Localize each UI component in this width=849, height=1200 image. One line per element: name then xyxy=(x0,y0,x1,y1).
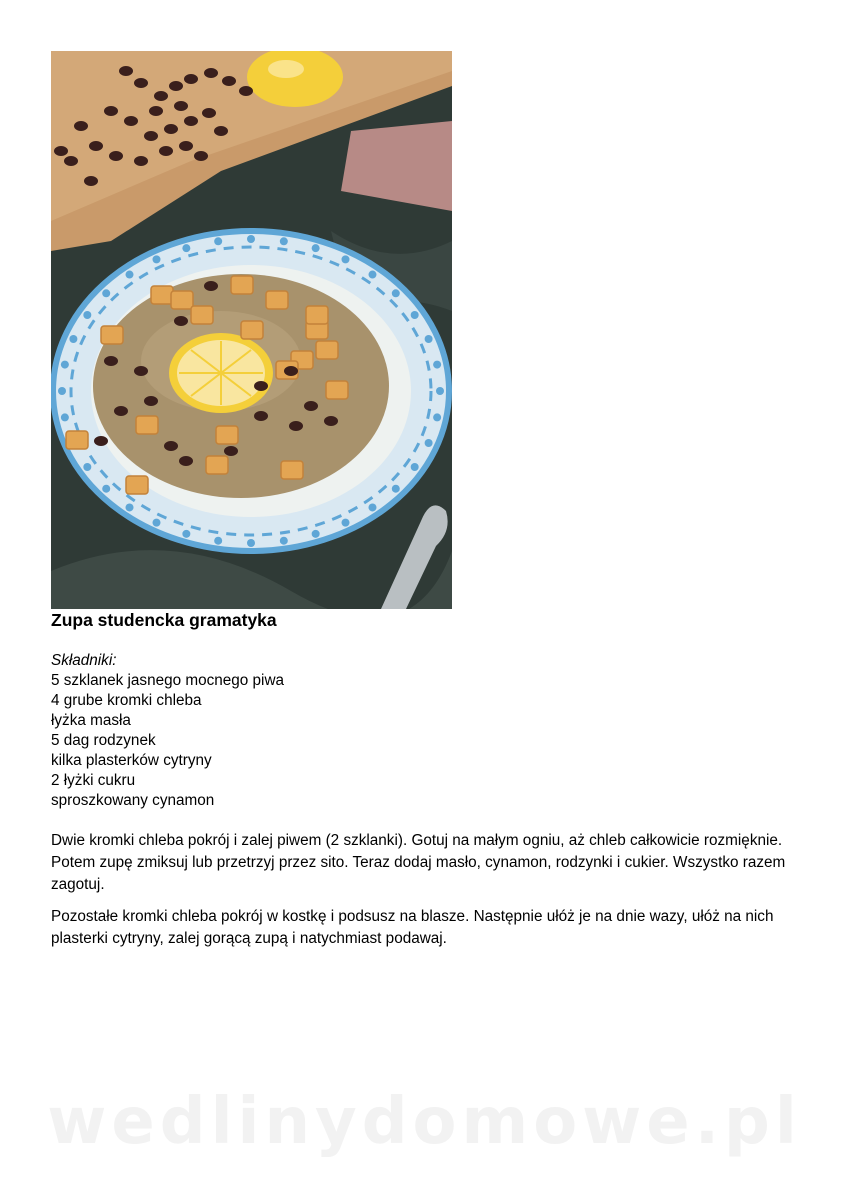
ingredient-item: kilka plasterków cytryny xyxy=(51,752,212,769)
ingredients-list xyxy=(51,671,284,811)
raisin xyxy=(64,156,78,166)
ingredient-item: 2 łyżki cukru xyxy=(51,772,136,789)
plate-pattern-dot xyxy=(58,387,66,395)
raisin xyxy=(84,176,98,186)
plate-pattern-dot xyxy=(83,463,91,471)
ingredient-item: 5 szklanek jasnego mocnego piwa xyxy=(51,672,284,689)
crouton xyxy=(231,276,253,294)
raisin xyxy=(109,151,123,161)
plate-pattern-dot xyxy=(280,537,288,545)
raisin xyxy=(254,411,268,421)
plate-pattern-dot xyxy=(368,503,376,511)
raisin xyxy=(164,124,178,134)
plate-pattern-dot xyxy=(102,485,110,493)
crouton xyxy=(136,416,158,434)
plate-pattern-dot xyxy=(342,519,350,527)
ingredient-item: 5 dag rodzynek xyxy=(51,732,156,749)
plate-pattern-dot xyxy=(312,244,320,252)
raisin xyxy=(154,91,168,101)
plate-pattern-dot xyxy=(392,485,400,493)
ingredients-label: Składniki: xyxy=(51,652,117,669)
crouton xyxy=(266,291,288,309)
plate-pattern-dot xyxy=(182,530,190,538)
plate-pattern-dot xyxy=(247,235,255,243)
raisin xyxy=(149,106,163,116)
plate-pattern-dot xyxy=(69,335,77,343)
raisin xyxy=(194,151,208,161)
plate-pattern-dot xyxy=(280,237,288,245)
raisin xyxy=(239,86,253,96)
raisin xyxy=(202,108,216,118)
plate-pattern-dot xyxy=(312,530,320,538)
raisin xyxy=(144,131,158,141)
raisin xyxy=(214,126,228,136)
plate-pattern-dot xyxy=(411,463,419,471)
raisin xyxy=(179,141,193,151)
crouton xyxy=(101,326,123,344)
crouton xyxy=(316,341,338,359)
crouton xyxy=(241,321,263,339)
ingredient-item: łyżka masła xyxy=(51,712,131,729)
ingredient-item: 4 grube kromki chleba xyxy=(51,692,202,709)
raisin xyxy=(174,101,188,111)
raisin xyxy=(324,416,338,426)
plate-pattern-dot xyxy=(425,439,433,447)
crouton xyxy=(306,306,328,324)
raisin xyxy=(89,141,103,151)
crouton xyxy=(171,291,193,309)
raisin xyxy=(284,366,298,376)
raisin xyxy=(174,316,188,326)
raisin xyxy=(254,381,268,391)
raisin xyxy=(184,116,198,126)
ingredients-section xyxy=(51,651,284,811)
raisin xyxy=(184,74,198,84)
raisin xyxy=(169,81,183,91)
plate-pattern-dot xyxy=(368,271,376,279)
raisin xyxy=(74,121,88,131)
instructions-step-2: Pozostałe kromki chleba pokrój w kostkę i podsusz na blasze. Następnie ułóż je na dnie wazy, ułóż na nich plasterki cytryny, zalej gorącą zupą i natychmiast podawaj. xyxy=(51,908,774,947)
plate-pattern-dot xyxy=(214,537,222,545)
crouton xyxy=(216,426,238,444)
plate-pattern-dot xyxy=(214,237,222,245)
raisin xyxy=(204,281,218,291)
plate-pattern-dot xyxy=(433,361,441,369)
raisin xyxy=(94,436,108,446)
plate-pattern-dot xyxy=(392,289,400,297)
crouton xyxy=(206,456,228,474)
plate-pattern-dot xyxy=(126,503,134,511)
plate-pattern-dot xyxy=(126,271,134,279)
ingredient-item: sproszkowany cynamon xyxy=(51,792,215,809)
plate-pattern-dot xyxy=(436,387,444,395)
raisin xyxy=(304,401,318,411)
raisin xyxy=(104,356,118,366)
recipe-title: Zupa studencka gramatyka xyxy=(51,610,277,630)
plate-pattern-dot xyxy=(153,519,161,527)
raisin xyxy=(204,68,218,78)
raisin xyxy=(134,156,148,166)
plate-pattern-dot xyxy=(425,335,433,343)
plate-pattern-dot xyxy=(247,539,255,547)
raisin xyxy=(124,116,138,126)
crouton xyxy=(126,476,148,494)
raisin xyxy=(134,78,148,88)
raisin xyxy=(114,406,128,416)
raisin xyxy=(144,396,158,406)
crouton xyxy=(326,381,348,399)
plate-pattern-dot xyxy=(433,413,441,421)
instructions-step-1: Dwie kromki chleba pokrój i zalej piwem (2 szklanki). Gotuj na małym ogniu, aż chleb całkowicie rozmięknie. Potem zupę zmiksuj lub przetrzyj przez sito. Teraz dodaj masło, cynamon, rodzynki i cukier. Wszystko razem zagotuj. xyxy=(51,832,786,893)
raisin xyxy=(164,441,178,451)
crouton xyxy=(281,461,303,479)
plate-pattern-dot xyxy=(411,311,419,319)
plate-pattern-dot xyxy=(153,255,161,263)
raisin xyxy=(119,66,133,76)
raisin xyxy=(54,146,68,156)
crouton xyxy=(66,431,88,449)
raisin xyxy=(224,446,238,456)
crouton xyxy=(151,286,173,304)
raisin xyxy=(222,76,236,86)
plate-pattern-dot xyxy=(83,311,91,319)
raisin xyxy=(134,366,148,376)
plate-pattern-dot xyxy=(61,361,69,369)
plate-pattern-dot xyxy=(61,413,69,421)
soup-photo xyxy=(51,51,452,609)
raisin xyxy=(104,106,118,116)
raisin xyxy=(289,421,303,431)
plate-pattern-dot xyxy=(342,255,350,263)
crouton xyxy=(191,306,213,324)
raisin xyxy=(179,456,193,466)
plate-pattern-dot xyxy=(102,289,110,297)
raisin xyxy=(159,146,173,156)
site-watermark: wedlinydomowe.pl xyxy=(47,1085,802,1159)
plate-pattern-dot xyxy=(182,244,190,252)
